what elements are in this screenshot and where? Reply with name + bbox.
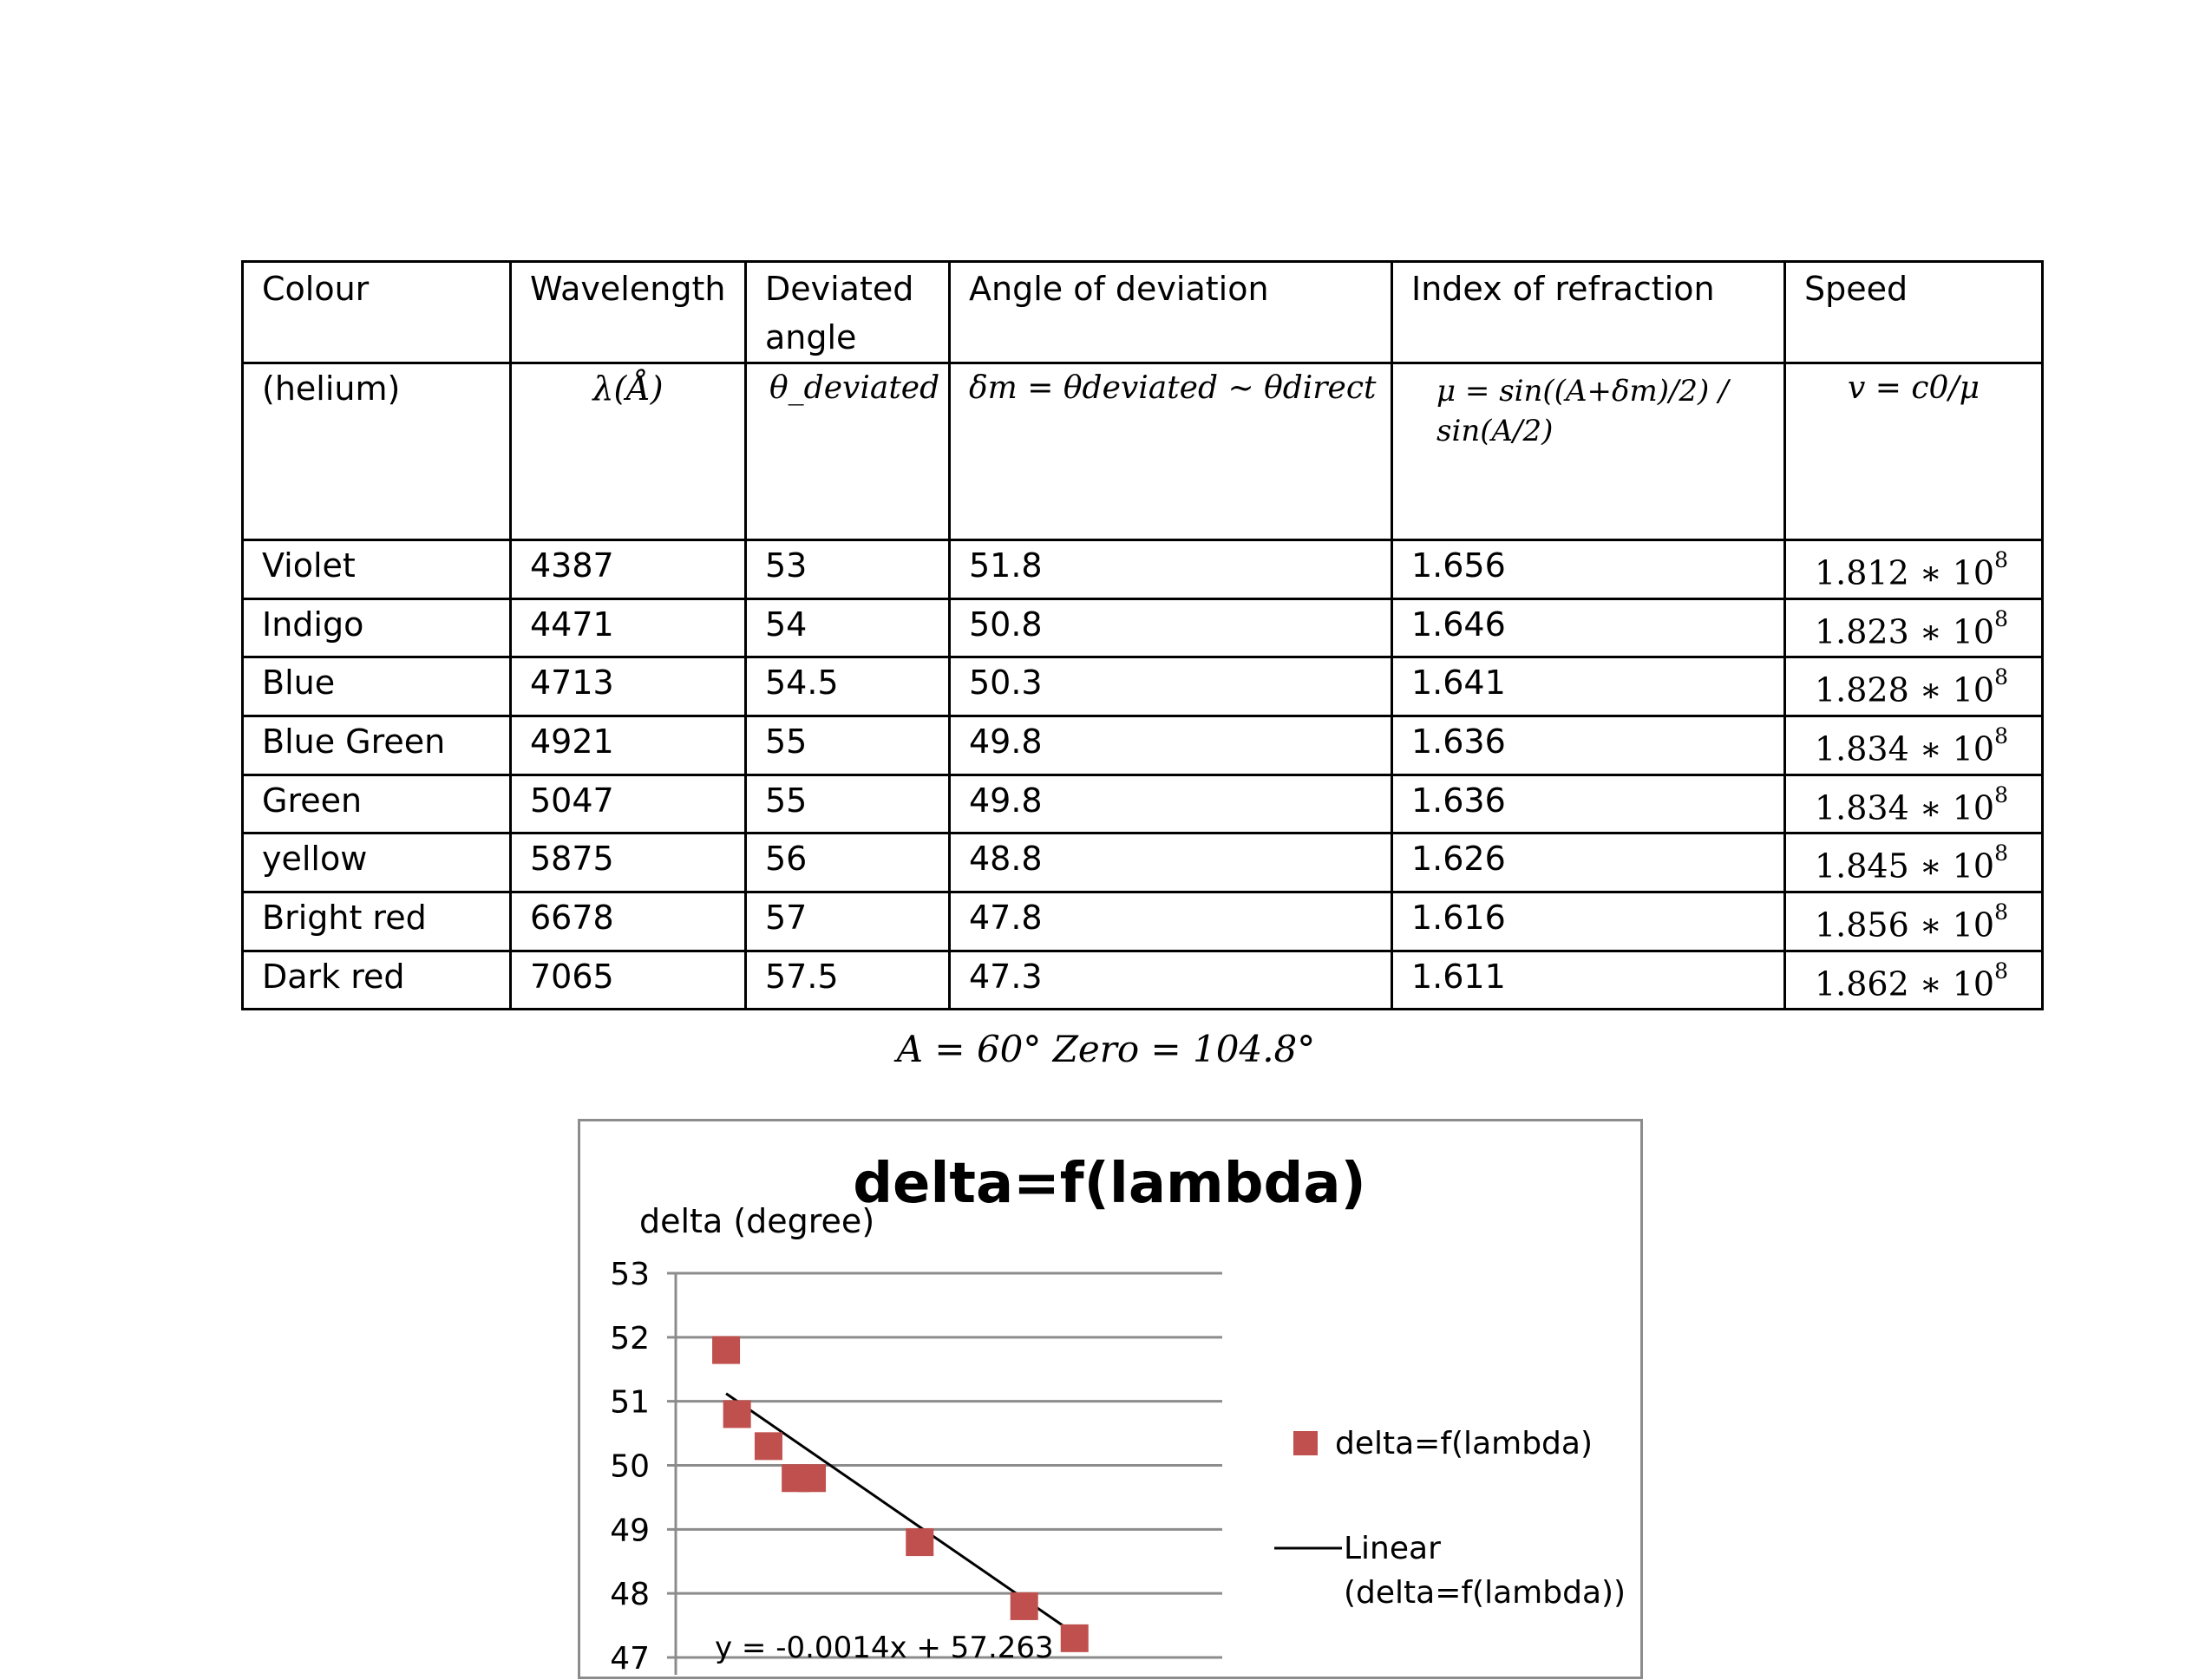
cell-deviation: 51.8 [950, 540, 1392, 599]
speed-exponent: 8 [1994, 840, 2008, 866]
theta-deviated-formula: θ_deviated [769, 370, 940, 406]
cell-deviated: 54 [746, 598, 950, 657]
cell-index: 1.641 [1392, 657, 1785, 716]
cell-speed [1785, 775, 2043, 833]
data-point [1011, 1592, 1038, 1620]
cell-speed [1785, 833, 2043, 892]
formula-index-of-refraction [1392, 363, 1785, 540]
table-row [243, 716, 2043, 775]
cell-deviated: 57 [746, 892, 950, 951]
constants-line: A = 60° Zero = 104.8° [896, 1028, 1316, 1070]
cell-speed [1785, 657, 2043, 716]
speed-mantissa: 1.834 [1814, 729, 1909, 768]
formula-angle-of-deviation [950, 363, 1392, 540]
y-tick-label: 53 [610, 1257, 650, 1292]
cell-deviated: 54.5 [746, 657, 950, 716]
cell-deviated: 57.5 [746, 951, 950, 1010]
cell-speed [1785, 598, 2043, 657]
cell-wavelength: 5875 [511, 833, 746, 892]
speed-times-ten: ∗ 10 [1908, 847, 1995, 886]
chart-title: delta=f(lambda) [853, 1152, 1366, 1216]
speed-exponent: 8 [1994, 605, 2008, 631]
cell-wavelength: 7065 [511, 951, 746, 1010]
cell-deviation: 49.8 [950, 775, 1392, 833]
header-speed: Speed [1785, 262, 2043, 363]
speed-times-ten: ∗ 10 [1908, 729, 1995, 768]
speed-times-ten: ∗ 10 [1908, 553, 1995, 592]
cell-deviation: 50.8 [950, 598, 1392, 657]
cell-deviation: 47.8 [950, 892, 1392, 951]
speed-exponent: 8 [1994, 781, 2008, 807]
cell-wavelength: 4471 [511, 598, 746, 657]
cell-colour: Dark red [243, 951, 511, 1010]
cell-colour: Blue Green [243, 716, 511, 775]
data-point [798, 1464, 826, 1492]
cell-deviated: 55 [746, 775, 950, 833]
legend-series-label: delta=f(lambda) [1335, 1426, 1593, 1461]
speed-mantissa: 1.828 [1814, 670, 1909, 709]
y-tick-label: 51 [610, 1384, 650, 1421]
cell-deviated: 56 [746, 833, 950, 892]
cell-index: 1.646 [1392, 598, 1785, 657]
speed-exponent: 8 [1994, 899, 2008, 925]
y-tick-label: 50 [610, 1448, 650, 1485]
cell-speed [1785, 951, 2043, 1010]
speed-exponent: 8 [1994, 547, 2008, 572]
cell-index: 1.636 [1392, 775, 1785, 833]
cell-wavelength: 6678 [511, 892, 746, 951]
y-tick-label: 49 [610, 1513, 650, 1549]
speed-mantissa: 1.834 [1814, 788, 1909, 827]
speed-times-ten: ∗ 10 [1908, 788, 1995, 827]
data-point [723, 1400, 751, 1428]
cell-deviation: 48.8 [950, 833, 1392, 892]
table-row [243, 540, 2043, 599]
cell-deviation: 47.3 [950, 951, 1392, 1010]
formula-speed [1785, 363, 2043, 540]
speed-formula: v = c0/μ [1848, 370, 1980, 406]
table-row [243, 657, 2043, 716]
data-point [1061, 1624, 1089, 1652]
legend-marker-icon [1293, 1431, 1318, 1455]
table-row [243, 833, 2043, 892]
data-table-wrap [241, 260, 2044, 1010]
data-point [906, 1528, 933, 1556]
data-point [755, 1432, 782, 1460]
speed-times-ten: ∗ 10 [1908, 964, 1995, 1003]
cell-index: 1.626 [1392, 833, 1785, 892]
cell-index: 1.616 [1392, 892, 1785, 951]
cell-deviated: 55 [746, 716, 950, 775]
mu-formula: μ = sin((A+δm)/2) / sin(A/2) [1436, 374, 1729, 448]
y-tick-label: 52 [610, 1320, 650, 1356]
table-row [243, 951, 2043, 1010]
cell-colour: Indigo [243, 598, 511, 657]
cell-index: 1.656 [1392, 540, 1785, 599]
header-wavelength: Wavelength [511, 262, 746, 363]
formula-row [243, 363, 2043, 540]
header-row [243, 262, 2043, 363]
cell-colour: Violet [243, 540, 511, 599]
prism-data-table [241, 260, 2044, 1010]
table-row [243, 775, 2043, 833]
speed-mantissa: 1.823 [1814, 612, 1909, 651]
header-angle-of-deviation: Angle of deviation [950, 262, 1392, 363]
cell-colour: Blue [243, 657, 511, 716]
speed-times-ten: ∗ 10 [1908, 905, 1995, 945]
header-deviated-angle: Deviated angle [746, 262, 950, 363]
cell-colour: Green [243, 775, 511, 833]
formula-colour: (helium) [243, 363, 511, 540]
cell-colour: Bright red [243, 892, 511, 951]
speed-exponent: 8 [1994, 664, 2008, 690]
speed-mantissa: 1.862 [1814, 964, 1909, 1003]
cell-deviation: 49.8 [950, 716, 1392, 775]
data-point [712, 1337, 740, 1364]
speed-mantissa: 1.856 [1814, 905, 1909, 945]
legend-trend-label-1: Linear [1344, 1531, 1441, 1566]
speed-times-ten: ∗ 10 [1908, 612, 1995, 651]
formula-deviated-angle [746, 363, 950, 540]
speed-exponent: 8 [1994, 958, 2008, 984]
cell-speed [1785, 892, 2043, 951]
chart-frame [578, 1119, 1643, 1679]
speed-mantissa: 1.845 [1814, 847, 1909, 886]
legend-trend-label-2: (delta=f(lambda)) [1344, 1575, 1626, 1611]
cell-wavelength: 4713 [511, 657, 746, 716]
cell-wavelength: 4387 [511, 540, 746, 599]
y-tick-label: 48 [610, 1577, 650, 1613]
y-tick-label: 47 [610, 1641, 650, 1677]
cell-speed [1785, 716, 2043, 775]
cell-index: 1.611 [1392, 951, 1785, 1010]
delta-m-formula: δm = θdeviated ~ θdirect [969, 370, 1377, 406]
table-row [243, 598, 2043, 657]
cell-colour: yellow [243, 833, 511, 892]
header-colour: Colour [243, 262, 511, 363]
cell-speed [1785, 540, 2043, 599]
y-axis-label: delta (degree) [639, 1202, 875, 1240]
speed-exponent: 8 [1994, 722, 2008, 748]
table-row [243, 892, 2043, 951]
trendline-equation: y = -0.0014x + 57.263 [715, 1631, 1054, 1665]
cell-index: 1.636 [1392, 716, 1785, 775]
delta-lambda-chart [580, 1121, 1640, 1677]
cell-wavelength: 4921 [511, 716, 746, 775]
cell-wavelength: 5047 [511, 775, 746, 833]
speed-mantissa: 1.812 [1814, 553, 1909, 592]
formula-wavelength: λ(Å) [511, 363, 746, 540]
cell-deviated: 53 [746, 540, 950, 599]
speed-times-ten: ∗ 10 [1908, 670, 1995, 709]
header-index-of-refraction: Index of refraction [1392, 262, 1785, 363]
cell-deviation: 50.3 [950, 657, 1392, 716]
